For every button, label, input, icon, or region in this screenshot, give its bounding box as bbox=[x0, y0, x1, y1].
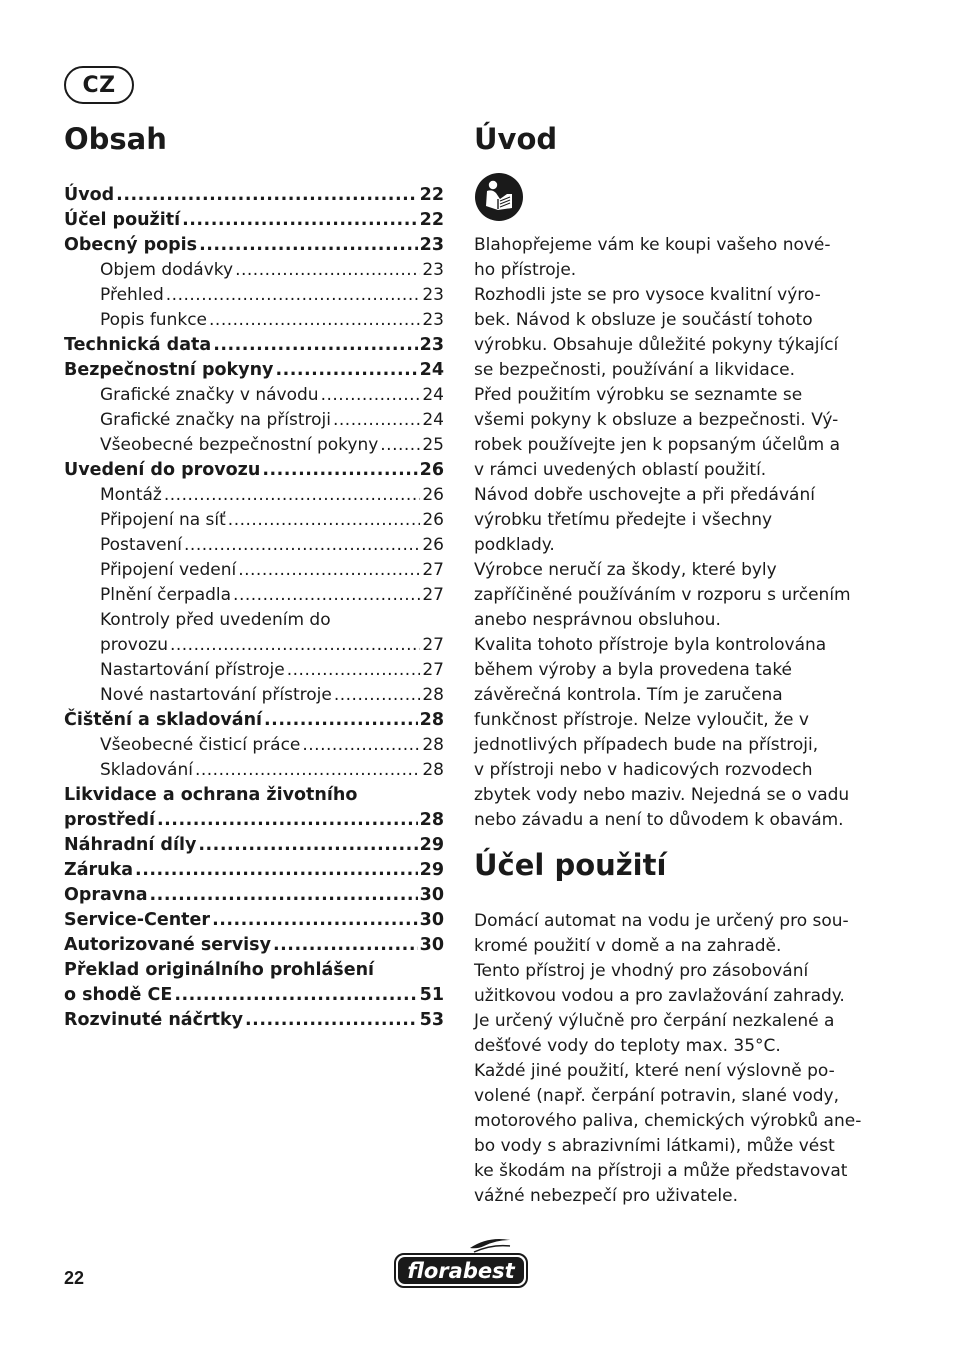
toc-entry bbox=[64, 383, 444, 408]
toc-entry bbox=[64, 408, 444, 433]
text-line: anebo nesprávnou obsluhou. bbox=[474, 610, 721, 630]
text-line: volené (např. čerpání potravin, slané vody, bbox=[474, 1086, 840, 1106]
toc-leader-dots bbox=[157, 808, 418, 833]
toc-entry-page: 27 bbox=[422, 635, 444, 655]
toc-entry bbox=[64, 208, 444, 233]
text-line: v přístroji nebo v hadicových rozvodech bbox=[474, 760, 813, 780]
toc-entry-page: 28 bbox=[422, 685, 444, 705]
toc-leader-dots bbox=[287, 658, 421, 683]
toc-entry-page: 25 bbox=[422, 435, 444, 455]
toc-entry-label: Čištění a skladování bbox=[64, 710, 263, 730]
toc-entry-label: Všeobecné bezpečnostní pokyny bbox=[100, 435, 379, 455]
toc-entry-label: Opravna bbox=[64, 885, 148, 905]
toc-entry-page: 24 bbox=[422, 410, 444, 430]
toc-entry bbox=[64, 183, 444, 208]
text-line: zapříčiněné používáním v rozporu s určením bbox=[474, 585, 851, 605]
toc-leader-dots bbox=[264, 708, 418, 733]
toc-entry-page: 28 bbox=[419, 810, 444, 830]
text-line: nebo závadu a není to důvodem k obavám. bbox=[474, 810, 844, 830]
toc-entry bbox=[64, 283, 444, 308]
toc-entry-label: Plnění čerpadla bbox=[100, 585, 232, 605]
toc-leader-dots bbox=[321, 383, 421, 408]
toc-leader-dots bbox=[116, 183, 417, 208]
text-line: jednotlivých případech bude na přístroji, bbox=[474, 735, 819, 755]
text-line: v rámci uvedených oblastí použití. bbox=[474, 460, 767, 480]
toc-title: Obsah bbox=[64, 122, 167, 156]
text-line: Je určený výlučně pro čerpání nezkalené a bbox=[474, 1011, 835, 1031]
text-line: bo vody s abrazivními látkami), může vést bbox=[474, 1136, 835, 1156]
toc-entry-page: 26 bbox=[422, 510, 444, 530]
toc-entry-page: 23 bbox=[422, 310, 444, 330]
text-line: Rozhodli jste se pro vysoce kvalitní výro- bbox=[474, 285, 821, 305]
text-line: Kvalita tohoto přístroje byla kontrolována bbox=[474, 635, 827, 655]
toc-entry bbox=[64, 883, 444, 908]
toc-entry bbox=[64, 858, 444, 883]
toc-entry-label: Účel použití bbox=[64, 210, 181, 230]
toc-leader-dots bbox=[199, 233, 418, 258]
toc-entry-label: Montáž bbox=[100, 485, 162, 505]
toc-leader-dots bbox=[164, 483, 421, 508]
toc-entry-label: Nastartování přístroje bbox=[100, 660, 285, 680]
text-line: Před použitím výrobku se seznamte se bbox=[474, 385, 803, 405]
toc-entry-label: Uvedení do provozu bbox=[64, 460, 261, 480]
toc-entry-label: Skladování bbox=[100, 760, 193, 780]
toc-leader-dots bbox=[275, 358, 417, 383]
toc-entry bbox=[64, 658, 444, 683]
toc-leader-dots bbox=[212, 908, 418, 933]
toc-entry-page: 51 bbox=[419, 985, 444, 1005]
text-line: ke škodám na přístroji a může představovat bbox=[474, 1161, 848, 1181]
toc-leader-dots bbox=[380, 433, 420, 458]
toc-entry bbox=[64, 808, 444, 833]
toc-entry-label: Překlad originálního prohlášení bbox=[64, 960, 375, 980]
text-line: se bezpečnosti, používání a likvidace. bbox=[474, 360, 796, 380]
toc-leader-dots bbox=[182, 208, 418, 233]
toc-entry-label: Nové nastartování přístroje bbox=[100, 685, 332, 705]
toc-leader-dots bbox=[195, 758, 420, 783]
toc-entry bbox=[64, 733, 444, 758]
toc-entry bbox=[64, 1008, 444, 1033]
text-line: Návod dobře uschovejte a při předávání bbox=[474, 485, 815, 505]
toc-entry-label: Popis funkce bbox=[100, 310, 208, 330]
intro-text bbox=[474, 233, 858, 833]
toc-entry-label: Úvod bbox=[64, 185, 115, 205]
language-badge bbox=[64, 66, 134, 104]
toc-entry bbox=[64, 558, 444, 583]
toc-entry-label: Kontroly před uvedením do bbox=[100, 610, 331, 630]
toc-entry-page: 29 bbox=[419, 860, 444, 880]
toc-leader-dots bbox=[198, 833, 417, 858]
toc-entry-label: Likvidace a ochrana životního bbox=[64, 785, 358, 805]
toc-entry-page: 23 bbox=[422, 260, 444, 280]
text-line: Domácí automat na vodu je určený pro sou- bbox=[474, 911, 849, 931]
text-line: Blahopřejeme vám ke koupi vašeho nové- bbox=[474, 235, 831, 255]
toc-entry-page: 28 bbox=[422, 735, 444, 755]
toc-entry-page: 24 bbox=[422, 385, 444, 405]
toc-entry bbox=[64, 633, 444, 658]
intended-use-heading: Účel použití bbox=[474, 848, 667, 882]
toc-entry bbox=[64, 983, 444, 1008]
toc-entry bbox=[64, 708, 444, 733]
toc-entry bbox=[64, 783, 444, 808]
toc-leader-dots bbox=[235, 258, 420, 283]
toc-leader-dots bbox=[238, 558, 420, 583]
toc-entry-label: Postavení bbox=[100, 535, 183, 555]
toc-leader-dots bbox=[213, 333, 417, 358]
toc-entry bbox=[64, 908, 444, 933]
text-line: všemi pokyny k obsluze a bezpečnosti. Vý- bbox=[474, 410, 839, 430]
toc-entry-page: 53 bbox=[419, 1010, 444, 1030]
toc-leader-dots bbox=[245, 1008, 418, 1033]
text-line: vážné nebezpečí pro uživatele. bbox=[474, 1186, 738, 1206]
toc-leader-dots bbox=[150, 883, 418, 908]
toc-entry-page: 26 bbox=[422, 485, 444, 505]
text-line: podklady. bbox=[474, 535, 555, 555]
toc-entry-page: 29 bbox=[419, 835, 444, 855]
toc-entry-label: Záruka bbox=[64, 860, 134, 880]
toc-leader-dots bbox=[302, 733, 420, 758]
toc-leader-dots bbox=[233, 583, 420, 608]
toc-entry bbox=[64, 458, 444, 483]
toc-entry bbox=[64, 508, 444, 533]
toc-leader-dots bbox=[166, 283, 421, 308]
toc-leader-dots bbox=[170, 633, 420, 658]
toc-entry-label: Rozvinuté náčrtky bbox=[64, 1010, 244, 1030]
toc-entry-page: 27 bbox=[422, 560, 444, 580]
toc-entry-label: Objem dodávky bbox=[100, 260, 234, 280]
toc-leader-dots bbox=[184, 533, 420, 558]
toc-leader-dots bbox=[273, 933, 418, 958]
toc-entry bbox=[64, 758, 444, 783]
text-line: zbytek vody nebo maziv. Nejedná se o vadu bbox=[474, 785, 850, 805]
toc-leader-dots bbox=[228, 508, 421, 533]
toc-entry-page: 30 bbox=[419, 910, 444, 930]
toc-entry-page: 23 bbox=[419, 235, 444, 255]
logo-wordmark: florabest bbox=[407, 1259, 515, 1283]
page-number: 22 bbox=[64, 1268, 85, 1288]
toc-leader-dots bbox=[262, 458, 417, 483]
toc-entry bbox=[64, 958, 444, 983]
toc-entry-label: Grafické značky na přístroji bbox=[100, 410, 331, 430]
toc-leader-dots bbox=[334, 683, 421, 708]
intro-heading: Úvod bbox=[474, 122, 558, 156]
toc-entry bbox=[64, 533, 444, 558]
toc-entry bbox=[64, 608, 444, 633]
language-code: CZ bbox=[82, 72, 116, 98]
toc-entry-label: Grafické značky v návodu bbox=[100, 385, 319, 405]
text-line: Tento přístroj je vhodný pro zásobování bbox=[474, 961, 809, 981]
toc-leader-dots bbox=[209, 308, 420, 333]
text-line: motorového paliva, chemických výrobků ane- bbox=[474, 1111, 862, 1131]
toc-entry-page: 30 bbox=[419, 935, 444, 955]
toc-entry-label: Všeobecné čisticí práce bbox=[100, 735, 301, 755]
toc-entry-page: 22 bbox=[419, 210, 444, 230]
toc-entry-label: provozu bbox=[100, 635, 168, 655]
florabest-logo bbox=[392, 1234, 530, 1290]
toc-entry-label: prostředí bbox=[64, 810, 155, 830]
toc-entry-page: 26 bbox=[422, 535, 444, 555]
text-line: kromé použití v domě a na zahradě. bbox=[474, 936, 782, 956]
toc-entry bbox=[64, 258, 444, 283]
toc-entry-page: 27 bbox=[422, 585, 444, 605]
toc-entry-page: 30 bbox=[419, 885, 444, 905]
text-line: během výroby a byla provedena také bbox=[474, 660, 793, 680]
toc-entry-label: Připojení vedení bbox=[100, 560, 237, 580]
toc-entry-page: 23 bbox=[422, 285, 444, 305]
toc-entry bbox=[64, 833, 444, 858]
text-line: ho přístroje. bbox=[474, 260, 577, 280]
toc-entry-page: 28 bbox=[419, 710, 444, 730]
text-line: bek. Návod k obsluze je součástí tohoto bbox=[474, 310, 813, 330]
toc-leader-dots bbox=[174, 983, 417, 1008]
toc-entry-page: 24 bbox=[419, 360, 444, 380]
toc-entry-label: Autorizované servisy bbox=[64, 935, 272, 955]
text-line: funkčnost přístroje. Nelze vyloučit, že v bbox=[474, 710, 809, 730]
text-line: výrobku třetímu předejte i všechny bbox=[474, 510, 773, 530]
toc-entry bbox=[64, 433, 444, 458]
toc-entry-label: Náhradní díly bbox=[64, 835, 197, 855]
toc-entry-page: 22 bbox=[419, 185, 444, 205]
toc-entry bbox=[64, 308, 444, 333]
toc-entry-label: Přehled bbox=[100, 285, 164, 305]
toc-entry bbox=[64, 333, 444, 358]
toc-entry-page: 26 bbox=[419, 460, 444, 480]
toc-entry-label: o shodě CE bbox=[64, 985, 173, 1005]
toc-entry-label: Service-Center bbox=[64, 910, 211, 930]
toc-entry-label: Obecný popis bbox=[64, 235, 198, 255]
text-line: dešťové vody do teploty max. 35°C. bbox=[474, 1036, 781, 1056]
toc-entry-label: Bezpečnostní pokyny bbox=[64, 360, 274, 380]
toc-entry bbox=[64, 358, 444, 383]
toc-entry-page: 27 bbox=[422, 660, 444, 680]
text-line: výrobku. Obsahuje důležité pokyny týkající bbox=[474, 335, 839, 355]
toc-entry bbox=[64, 583, 444, 608]
toc-entry-label: Připojení na síť bbox=[100, 510, 226, 530]
toc-entry-label: Technická data bbox=[64, 335, 212, 355]
table-of-contents bbox=[64, 183, 444, 1033]
toc-entry bbox=[64, 933, 444, 958]
read-manual-icon bbox=[474, 172, 524, 222]
toc-entry bbox=[64, 483, 444, 508]
intended-use-text bbox=[474, 909, 862, 1209]
toc-leader-dots bbox=[135, 858, 418, 883]
text-line: robek používejte jen k popsaným účelům a bbox=[474, 435, 841, 455]
text-line: užitkovou vodou a pro zavlažování zahrady. bbox=[474, 986, 845, 1006]
toc-entry-page: 28 bbox=[422, 760, 444, 780]
toc-entry bbox=[64, 683, 444, 708]
toc-entry-page: 23 bbox=[419, 335, 444, 355]
text-line: Výrobce neručí za škody, které byly bbox=[474, 560, 777, 580]
toc-entry bbox=[64, 233, 444, 258]
text-line: Každé jiné použití, které není výslovně po- bbox=[474, 1061, 835, 1081]
toc-leader-dots bbox=[333, 408, 420, 433]
text-line: závěrečná kontrola. Tím je zaručena bbox=[474, 685, 783, 705]
